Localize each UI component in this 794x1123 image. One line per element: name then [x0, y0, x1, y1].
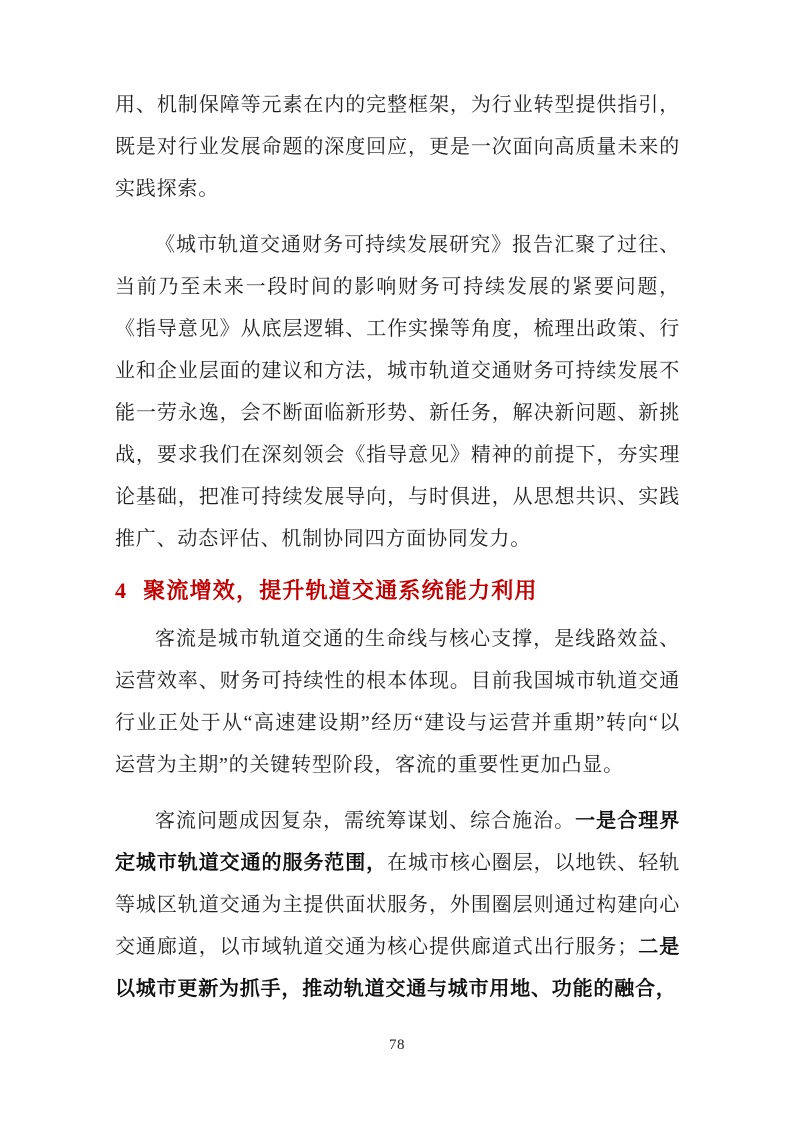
- paragraph-measures: [115, 800, 680, 1010]
- page-content: [115, 84, 680, 1024]
- paragraph-passenger-flow: 客流是城市轨道交通的生命线与核心支撑，是线路效益、运营效率、财务可持续性的根本体现。目前我国城市轨道交通行业正处于从“高速建设期”经历“建设与运营并重期”转向“以运营为主期”的关键转型阶段，客流的重要性更加凸显。: [115, 628, 680, 776]
- paragraph-segment: 客流问题成因复杂，需统筹谋划、综合施治。: [155, 810, 576, 832]
- page-number: 78: [389, 1037, 405, 1053]
- paragraph-report-summary: 《城市轨道交通财务可持续发展研究》报告汇聚了过往、当前乃至未来一段时间的影响财务可持续发展的紧要问题，《指导意见》从底层逻辑、工作实操等角度，梳理出政策、行业和企业层面的建议和方法，城市轨道交通财务可持续发展不能一劳永逸，会不断面临新形势、新任务，解决新问题、新挑战，要求我们在深刻领会《指导意见》精神的前提下，夯实理论基础，把准可持续发展导向，与时俱进，从思想共识、实践推广、动态评估、机制协同四方面协同发力。: [115, 234, 680, 550]
- paragraph-segment-bold-first-measure: 一是合理界定城市轨道交通的服务范围，: [115, 810, 681, 874]
- page-footer: [0, 1036, 794, 1054]
- section-title: 聚流增效，提升轨道交通系统能力利用: [143, 578, 538, 603]
- paragraph-continuation: 用、机制保障等元素在内的完整框架，为行业转型提供指引，既是对行业发展命题的深度回应，更是一次面向高质量未来的实践探索。: [115, 94, 680, 200]
- section-heading: [115, 574, 680, 608]
- paragraph-segment: 在城市核心圈层，以地铁、轻轨等城区轨道交通为主提供面状服务，外围圈层则通过构建向心交通廊道，以市域轨道交通为核心提供廊道式出行服务；: [115, 852, 681, 958]
- paragraph-segment-bold-second-measure: 二是以城市更新为抓手，推动轨道交通与城市用地、功能的融合，: [115, 936, 681, 1000]
- section-number: 4: [115, 578, 128, 603]
